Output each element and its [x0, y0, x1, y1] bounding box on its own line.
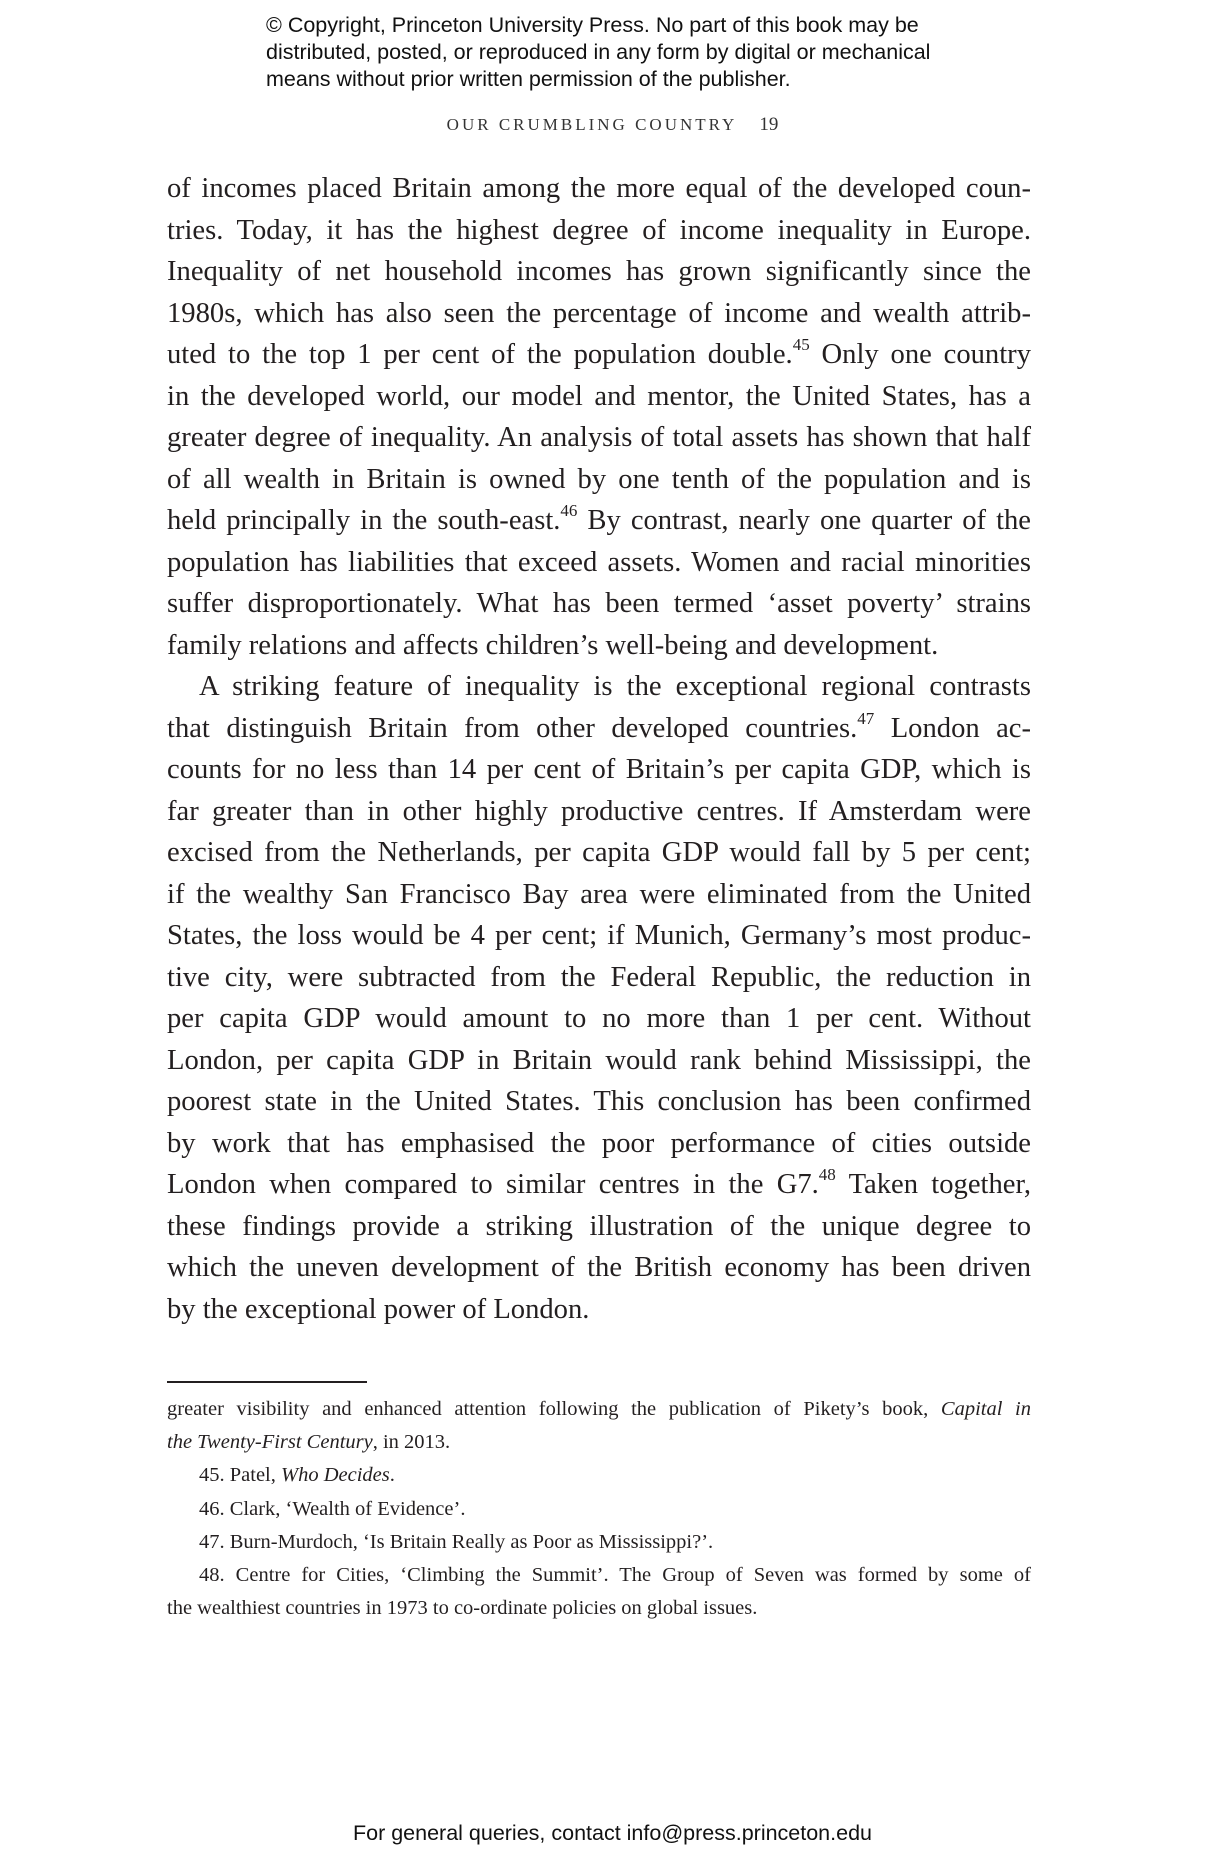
text-line: London, per capita GDP in Britain would rank behind Mississippi, the — [167, 1044, 1031, 1076]
footnote-reference[interactable]: 46 — [560, 501, 578, 521]
text-line: of incomes placed Britain among the more equal of the developed coun- — [167, 173, 1031, 204]
text-line: population has liabilities that exceed assets. Women and racial minorities — [167, 546, 1031, 578]
text-line: of all wealth in Britain is owned by one tenth of the population and is — [167, 463, 1031, 495]
copyright-line: © Copyright, Princeton University Press. No part of this book may be — [266, 13, 919, 37]
footnote-continuation-line: greater visibility and enhanced attention following the publication of Pikety’s book, Capital in — [167, 1398, 1031, 1420]
text-line: counts for no less than 14 per cent of Britain’s per capita GDP, which is — [167, 754, 1031, 785]
text-line: Inequality of net household incomes has grown significantly since the — [167, 256, 1031, 287]
running-head — [0, 114, 1225, 136]
text-line: tries. Today, it has the highest degree of income inequality in Europe. — [167, 214, 1031, 246]
footnote-reference[interactable]: 45 — [792, 335, 810, 355]
footnote-45: 45. Patel, Who Decides. — [199, 1464, 395, 1487]
footnote-48: 48. Centre for Cities, ‘Climbing the Summit’. The Group of Seven was formed by some of — [199, 1563, 1031, 1586]
text-line: 1980s, which has also seen the percentage of income and wealth attrib- — [167, 297, 1031, 329]
paragraph — [167, 666, 1031, 1330]
paragraph — [167, 168, 1031, 666]
text-line: States, the loss would be 4 per cent; if Munich, Germany’s most produc- — [167, 920, 1031, 951]
text-line: greater degree of inequality. An analysis of total assets has shown that half — [167, 422, 1031, 453]
text-line: suffer disproportionately. What has been termed ‘asset poverty’ strains — [167, 588, 1031, 619]
text-line: London when compared to similar centres in the G7.48 Taken together, — [167, 1165, 1031, 1200]
footnote-reference[interactable]: 47 — [857, 708, 875, 728]
text-line: tive city, were subtracted from the Federal Republic, the reduction in — [167, 961, 1031, 993]
running-head-title: OUR CRUMBLING COUNTRY — [446, 115, 738, 134]
text-line: uted to the top 1 per cent of the population double.$^{45}$ Only one country — [167, 335, 1031, 370]
text-line: that distinguish Britain from other developed countries.$^{47}$ London ac- — [167, 708, 1032, 744]
text-line: by work that has emphasised the poor performance of cities outside — [167, 1127, 1031, 1159]
text-line: which the uneven development of the British economy has been driven — [167, 1252, 1031, 1283]
footnote-46: 46. Clark, ‘Wealth of Evidence’. — [199, 1497, 466, 1520]
copyright-notice — [266, 12, 1026, 93]
footnote-reference[interactable]: 48 — [818, 1165, 836, 1185]
text-line: poorest state in the United States. This conclusion has been confirmed — [167, 1086, 1031, 1117]
page-number: 19 — [759, 114, 779, 135]
footnotes — [167, 1393, 1031, 1625]
body-text — [167, 168, 1031, 1330]
text-line: in the developed world, our model and mentor, the United States, has a — [167, 380, 1031, 412]
text-line: family relations and affects children’s well-being and development. — [167, 629, 939, 661]
text-line: these findings provide a striking illustration of the unique degree to — [167, 1210, 1031, 1242]
footnote-continuation-line: the Twenty-First Century, in 2013. — [167, 1431, 451, 1454]
text-line: excised from the Netherlands, per capita GDP would fall by 5 per cent; — [167, 837, 1031, 868]
copyright-line: means without prior written permission of the publisher. — [266, 67, 791, 91]
text-line: if the wealthy San Francisco Bay area were eliminated from the United — [167, 878, 1031, 910]
footnote-rule — [167, 1381, 367, 1383]
text-line: by the exceptional power of London. — [167, 1293, 590, 1325]
text-line: A striking feature of inequality is the exceptional regional contrasts — [199, 671, 1031, 702]
text-line: held principally in the south-east.$^{46}$ By contrast, nearly one quarter of the — [167, 501, 1032, 536]
publisher-contact-footer: For general queries, contact info@press.princeton.edu — [352, 1821, 872, 1845]
copyright-line: distributed, posted, or reproduced in any form by digital or mechanical — [266, 40, 931, 64]
text-line: per capita GDP would amount to no more than 1 per cent. Without — [167, 1003, 1031, 1034]
footnote-47: 47. Burn-Murdoch, ‘Is Britain Really as Poor as Mississippi?’. — [199, 1530, 714, 1553]
footnote-48-continuation: the wealthiest countries in 1973 to co-ordinate policies on global issues. — [167, 1597, 758, 1620]
text-line: far greater than in other highly productive centres. If Amsterdam were — [167, 795, 1031, 827]
